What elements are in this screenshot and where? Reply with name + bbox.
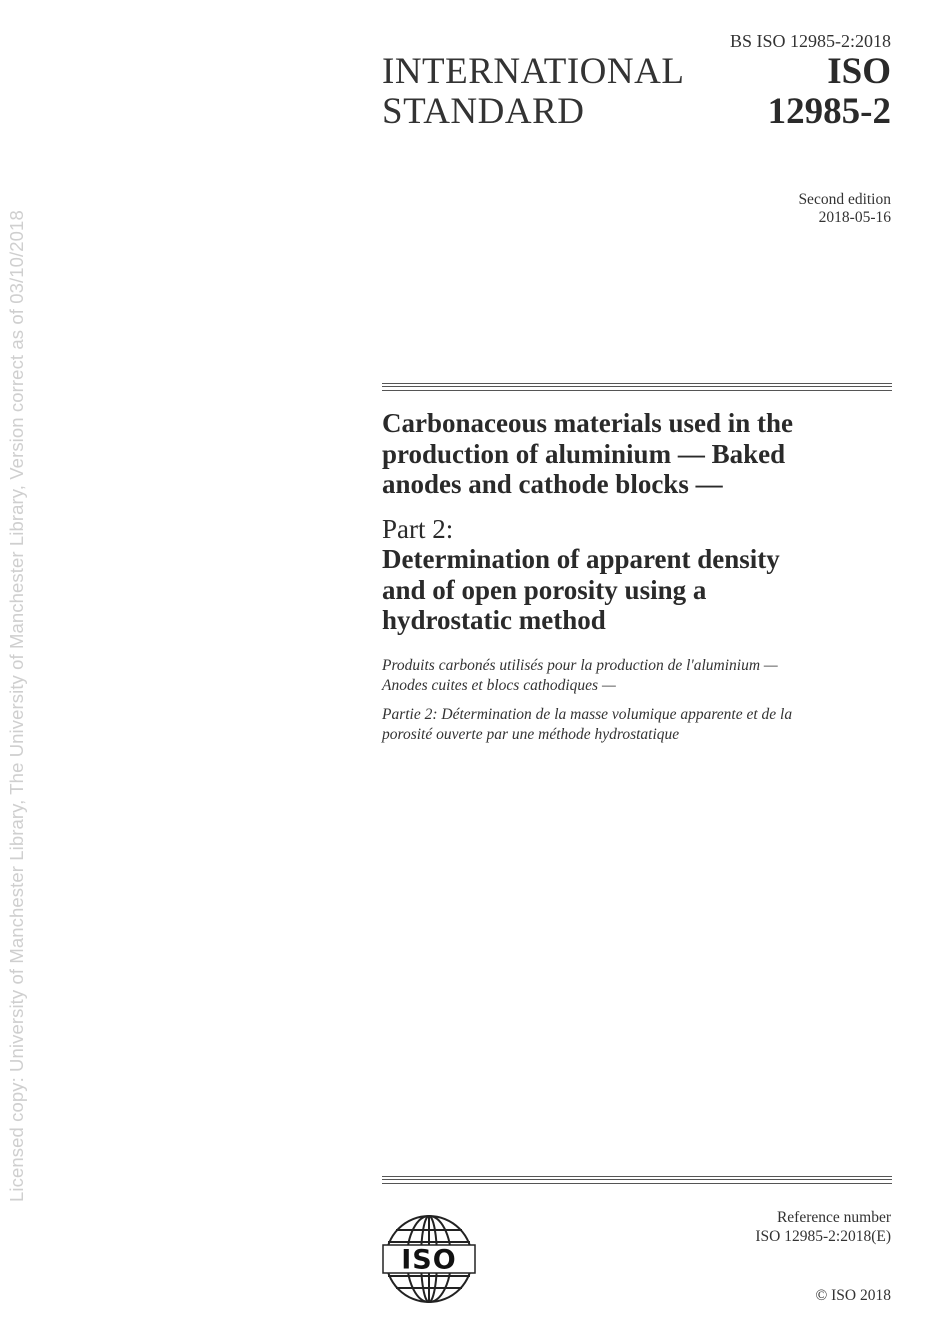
reference-block <box>755 1208 891 1246</box>
french-title <box>382 656 902 695</box>
document-type <box>382 52 684 132</box>
title-line: production of aluminium — Baked <box>382 438 786 469</box>
document-type-line2: STANDARD <box>382 91 585 132</box>
french-part-title <box>382 705 902 744</box>
license-watermark: Licensed copy: University of Manchester Library, The University of Manchester Library, Version correct as of 03/10/2018 <box>6 210 27 1202</box>
french-title-line: Produits carbonés utilisés pour la production de l'aluminium — <box>382 657 778 674</box>
part-title-line: and of open porosity using a <box>382 574 707 605</box>
part-title-line: Determination of apparent density <box>382 544 780 574</box>
iso-number: 12985-2 <box>767 91 891 132</box>
top-divider <box>382 383 892 391</box>
iso-logo <box>382 1212 476 1306</box>
edition-block <box>798 191 891 227</box>
copyright-notice: © ISO 2018 <box>815 1287 891 1304</box>
title-line: Carbonaceous materials used in the <box>382 408 793 438</box>
standard-number <box>768 52 891 132</box>
edition-date: 2018-05-16 <box>818 209 891 226</box>
part-title <box>382 544 902 636</box>
part-label: Part 2: <box>382 514 454 544</box>
part-title-line: hydrostatic method <box>382 605 606 635</box>
iso-logo-text: ISO <box>401 1244 457 1276</box>
iso-label: ISO <box>827 51 891 92</box>
title-line: anodes and cathode blocks — <box>382 469 723 499</box>
bottom-divider <box>382 1176 892 1184</box>
bs-reference: BS ISO 12985-2:2018 <box>729 31 891 51</box>
edition-label: Second edition <box>798 191 891 208</box>
reference-label: Reference number <box>776 1209 891 1226</box>
french-title-line: Anodes cuites et blocs cathodiques — <box>382 676 616 694</box>
reference-number: ISO 12985-2:2018(E) <box>755 1228 891 1245</box>
document-title <box>382 408 902 500</box>
french-part-line: Partie 2: Détermination de la masse volumique apparente et de la <box>382 706 793 723</box>
french-part-line: porosité ouverte par une méthode hydrostatique <box>382 725 680 743</box>
iso-globe-icon <box>382 1212 476 1306</box>
document-type-line1: INTERNATIONAL <box>382 51 685 92</box>
